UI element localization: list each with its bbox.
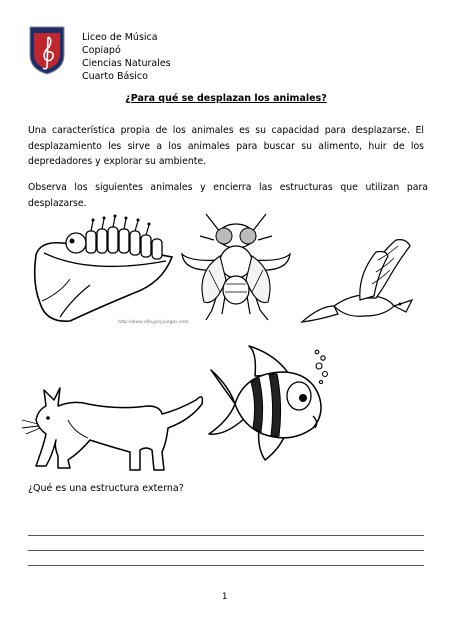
question-text: ¿Qué es una estructura externa?	[28, 483, 184, 494]
image-credit: http://www.dibujosyjuegos.com	[118, 320, 189, 325]
fly-illustration	[176, 210, 296, 325]
answer-line	[28, 550, 424, 551]
intro-paragraph: Una característica propia de los animales es su capacidad para desplazarse. El desplazamiento les sirve a los animales para buscar su alimento, huir de los depredadores y explorar su ambiente.	[28, 125, 424, 167]
grade-level: Cuarto Básico	[82, 71, 148, 82]
page-title: ¿Para qué se desplazan los animales?	[125, 93, 327, 104]
page-number: 1	[222, 592, 228, 602]
bird-illustration	[294, 236, 414, 328]
answer-line	[28, 565, 424, 566]
subject-name: Ciencias Naturales	[82, 58, 171, 69]
instruction-text: Observa los siguientes animales y encierra las estructuras que utilizan para desplazarse.	[28, 182, 428, 209]
fish-illustration	[205, 344, 335, 468]
school-name: Liceo de Música	[82, 32, 158, 43]
school-city: Copiapó	[82, 45, 121, 56]
cat-illustration	[28, 380, 206, 478]
caterpillar-illustration	[30, 213, 180, 325]
school-logo	[28, 25, 66, 75]
answer-line	[28, 535, 424, 536]
